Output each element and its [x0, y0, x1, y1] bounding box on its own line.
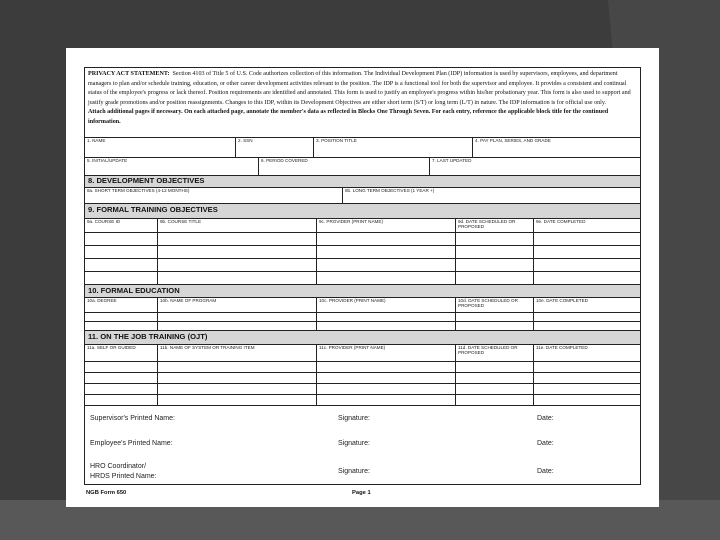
name-field[interactable]: 1. NAME: [85, 138, 236, 157]
employee-date-label: Date:: [537, 440, 554, 447]
table-cell[interactable]: [534, 246, 640, 258]
employee-signature-label: Signature:: [338, 440, 370, 447]
table-cell[interactable]: [534, 272, 640, 284]
table-cell[interactable]: [456, 395, 534, 405]
column-header: 9c. PROVIDER (PRINT NAME): [317, 219, 456, 232]
table-cell[interactable]: [85, 246, 158, 258]
table-cell[interactable]: [534, 373, 640, 383]
table-cell[interactable]: [317, 384, 456, 394]
section-11-column-headers: [85, 345, 640, 362]
table-cell[interactable]: [85, 322, 158, 330]
table-cell[interactable]: [85, 362, 158, 372]
form-number: NGB Form 650: [86, 490, 127, 496]
column-header: 9a. COURSE ID: [85, 219, 158, 232]
table-cell[interactable]: [158, 384, 317, 394]
supervisor-name-label: Supervisor's Printed Name:: [90, 415, 175, 422]
column-header: 10d. DATE SCHEDULED OR PROPOSED: [456, 298, 534, 312]
hro-label-line1: HRO Coordinator/: [90, 463, 147, 470]
table-row: [85, 246, 640, 259]
section-9-header: 9. FORMAL TRAINING OBJECTIVES: [85, 204, 640, 219]
position-title-field[interactable]: 3. POSITION TITLE: [314, 138, 473, 157]
table-cell[interactable]: [534, 313, 640, 321]
employee-name-label: Employee's Printed Name:: [90, 440, 173, 447]
hro-signature-label: Signature:: [338, 468, 370, 475]
column-header: 9d. DATE SCHEDULED OR PROPOSED: [456, 219, 534, 232]
section-9-rows: [85, 233, 640, 285]
table-cell[interactable]: [158, 246, 317, 258]
table-row: [85, 384, 640, 395]
column-header: 10c. PROVIDER (PRINT NAME): [317, 298, 456, 312]
period-covered-field[interactable]: 6. PERIOD COVERED: [259, 158, 430, 175]
table-cell[interactable]: [85, 384, 158, 394]
table-row: [85, 373, 640, 384]
table-cell[interactable]: [456, 259, 534, 271]
table-cell[interactable]: [534, 259, 640, 271]
table-cell[interactable]: [456, 373, 534, 383]
table-cell[interactable]: [85, 233, 158, 245]
column-header: 9e. DATE COMPLETED: [536, 219, 586, 224]
table-row: [85, 322, 640, 331]
privacy-instructions: Attach additional pages if necessary. On each attached page, annotate the member's data as reflected in Blocks One Through Seven. For each entry, reference the applicable block title for the continued information.: [88, 109, 609, 125]
table-cell[interactable]: [317, 272, 456, 284]
table-cell[interactable]: [317, 362, 456, 372]
table-cell[interactable]: [158, 322, 317, 330]
row-identity: [85, 138, 640, 158]
section-10-column-headers: [85, 298, 640, 313]
table-cell[interactable]: [317, 233, 456, 245]
table-cell[interactable]: [85, 259, 158, 271]
row-update: [85, 158, 640, 176]
table-row: [85, 259, 640, 272]
table-cell[interactable]: [85, 313, 158, 321]
section-8-header: 8. DEVELOPMENT OBJECTIVES: [85, 176, 640, 188]
section-10-rows: [85, 313, 640, 331]
table-cell[interactable]: [317, 246, 456, 258]
privacy-text: Section 4103 of Title 5 of U.S. Code authorizes collection of this information. The Individual Development Plan (IDP) information is used by supervisors, employees, and department managers to plan and/or schedule training, education, or other career development activities relevant to the position. The IDP is a functional tool for both the supervisor and employee. It provides a consistent and continual status of the employee's progress or lack thereof. Position requirements are identified and annotated. This form is used to justify an employee's progress within his/her probationary year. This form is also used to support and justify grade promotions and/or position reassignments. Changes to this IDP, within its Development Objectives are either short term (S/T) or long term (L/T) in nature. The IDP information is for official use only.: [88, 71, 631, 106]
initial-update-field[interactable]: 5. INITIAL/UPDATE: [85, 158, 259, 175]
table-cell[interactable]: [158, 395, 317, 405]
row-objectives: [85, 188, 640, 204]
page-number: Page 1: [352, 490, 371, 496]
column-header: 10a. DEGREE: [85, 298, 158, 312]
ssn-field[interactable]: 2. SSN: [236, 138, 314, 157]
short-term-objectives-field[interactable]: 8a. SHORT TERM OBJECTIVES (4-12 MONTHS): [85, 188, 343, 203]
section-11-rows: [85, 362, 640, 406]
idp-form: [84, 67, 641, 485]
table-cell[interactable]: [85, 272, 158, 284]
column-header: 11e. DATE COMPLETED: [536, 345, 588, 350]
table-cell[interactable]: [158, 272, 317, 284]
column-header: 11b. NAME OF SYSTEM OR TRAINING ITEM: [158, 345, 317, 361]
table-cell[interactable]: [85, 395, 158, 405]
supervisor-date-label: Date:: [537, 415, 554, 422]
table-cell[interactable]: [85, 373, 158, 383]
table-row: [85, 272, 640, 285]
table-cell[interactable]: [534, 233, 640, 245]
table-cell[interactable]: [456, 384, 534, 394]
long-term-objectives-field[interactable]: 8b. LONG TERM OBJECTIVES (1 YEAR +): [345, 188, 435, 193]
table-cell[interactable]: [158, 313, 317, 321]
table-row: [85, 233, 640, 246]
table-cell[interactable]: [317, 322, 456, 330]
signature-block: [85, 406, 640, 486]
table-cell[interactable]: [158, 233, 317, 245]
column-header: 9b. COURSE TITLE: [158, 219, 317, 232]
table-cell[interactable]: [158, 259, 317, 271]
table-cell[interactable]: [534, 395, 640, 405]
table-cell[interactable]: [456, 362, 534, 372]
last-updated-field[interactable]: 7. LAST UPDATED: [432, 158, 472, 163]
column-header: 11d. DATE SCHEDULED OR PROPOSED: [456, 345, 534, 361]
table-cell[interactable]: [456, 322, 534, 330]
table-cell[interactable]: [317, 373, 456, 383]
pay-plan-field[interactable]: 4. PAY PLAN, SERIES, AND GRADE: [475, 138, 551, 143]
table-cell[interactable]: [534, 384, 640, 394]
section-11-header: 11. ON THE JOB TRAINING (OJT): [85, 331, 640, 345]
table-cell[interactable]: [317, 395, 456, 405]
hro-label-line2: HRDS Printed Name:: [90, 473, 157, 480]
hro-date-label: Date:: [537, 468, 554, 475]
privacy-act-statement: [85, 68, 640, 138]
table-cell[interactable]: [456, 313, 534, 321]
section-9-column-headers: [85, 219, 640, 233]
supervisor-signature-label: Signature:: [338, 415, 370, 422]
privacy-title: PRIVACY ACT STATEMENT:: [88, 71, 170, 77]
table-row: [85, 362, 640, 373]
table-cell[interactable]: [158, 373, 317, 383]
table-row: [85, 313, 640, 322]
column-header: 11a. SELF OR GUIDED: [85, 345, 158, 361]
table-row: [85, 395, 640, 406]
table-cell[interactable]: [534, 322, 640, 330]
table-cell[interactable]: [456, 233, 534, 245]
column-header: 11c. PROVIDER (PRINT NAME): [317, 345, 456, 361]
table-cell[interactable]: [534, 362, 640, 372]
table-cell[interactable]: [456, 246, 534, 258]
table-cell[interactable]: [158, 362, 317, 372]
column-header: 10e. DATE COMPLETED: [536, 298, 588, 303]
table-cell[interactable]: [456, 272, 534, 284]
table-cell[interactable]: [317, 259, 456, 271]
form-page: [66, 48, 659, 507]
section-10-header: 10. FORMAL EDUCATION: [85, 285, 640, 298]
table-cell[interactable]: [317, 313, 456, 321]
column-header: 10b. NAME OF PROGRAM: [158, 298, 317, 312]
